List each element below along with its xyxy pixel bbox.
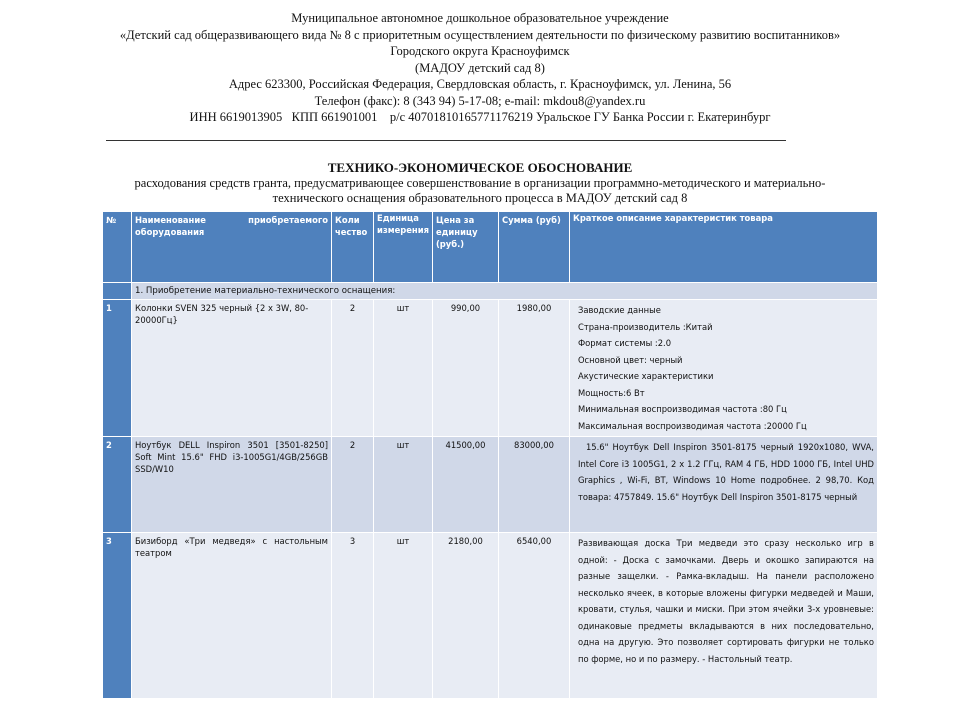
item-price: 41500,00 bbox=[432, 437, 498, 533]
row-num: 1 bbox=[103, 300, 132, 437]
row-num: 3 bbox=[103, 533, 132, 699]
item-description bbox=[569, 437, 877, 533]
desc-line: Страна-производитель :Китай bbox=[577, 321, 713, 332]
desc-line: Акустические характеристики bbox=[577, 371, 714, 381]
row-num: 2 bbox=[103, 437, 132, 533]
equipment-table bbox=[102, 211, 878, 699]
section-num-cell bbox=[103, 283, 132, 300]
organization-header bbox=[0, 10, 960, 126]
subtitle-line-2: технического оснащения образовательного процесса в МАДОУ детский сад 8 bbox=[272, 191, 688, 205]
item-description bbox=[569, 533, 877, 699]
item-name: Колонки SVEN 325 черный {2 x 3W, 80-20000Гц} bbox=[132, 300, 332, 437]
org-contacts: Телефон (факс): 8 (343 94) 5-17-08; e-mail: mkdou8@yandex.ru bbox=[314, 93, 646, 108]
org-line-4: (МАДОУ детский сад 8) bbox=[415, 60, 545, 75]
desc-line: Основной цвет: черный bbox=[577, 354, 683, 365]
section-title: 1. Приобретение материально-технического оснащения: bbox=[132, 283, 878, 300]
col-header-unit: Единица измерения bbox=[374, 212, 433, 283]
item-sum: 1980,00 bbox=[498, 300, 569, 437]
desc-line: Максимальная воспроизводимая частота :20000 Гц bbox=[577, 420, 807, 431]
desc-line: Формат системы :2.0 bbox=[577, 338, 672, 348]
col-header-qty: Коли чество bbox=[332, 212, 374, 283]
desc-text: 15.6" Ноутбук Dell Inspiron 3501-8175 черный 1920x1080, WVA, Intel Core i3 1005G1, 2 x 1.2 ГГц, RAM 4 ГБ, HDD 1000 ГБ, Intel UHD Graphics , Wi-Fi, BT, Windows 10 Home подробнее. 2 98,70. Код товара: 4757849. 15.6" Ноутбук Dell Inspiron 3501-8175 черный bbox=[577, 442, 874, 502]
item-unit: шт bbox=[374, 437, 433, 533]
table-row bbox=[103, 533, 878, 699]
item-qty: 3 bbox=[332, 533, 374, 699]
table-row bbox=[103, 437, 878, 533]
org-line-3: Городского округа Красноуфимск bbox=[390, 44, 570, 58]
subtitle-line-1: расходования средств гранта, предусматривающее совершенствование в организации программно-методического и материально- bbox=[134, 176, 826, 190]
item-qty: 2 bbox=[332, 300, 374, 437]
item-price: 2180,00 bbox=[432, 533, 498, 699]
item-qty: 2 bbox=[332, 437, 374, 533]
table-row bbox=[103, 300, 878, 437]
desc-text: Развивающая доска Три медведи это сразу несколько игр в одной: - Доска с замочками. Дверь и окошко запираются на разные защелки. - Рамка-вкладыш. На панели расположено несколько ячеек, в которые вложены фигурки медведей и Маши, кровати, стулья, чашки и миски. При этом ячейки 3-х уровневые: одинаковые предметы вкладываются в них последовательно, одна на другую. Это позволяет сортировать фигурки не только по форме, но и по размеру. - Настольный театр. bbox=[577, 538, 874, 664]
col-header-name: Наименование приобретаемого оборудования bbox=[132, 212, 332, 283]
col-header-price: Цена за единицу (руб.) bbox=[432, 212, 498, 283]
desc-line: Заводские данные bbox=[577, 305, 661, 315]
table-header-row bbox=[103, 212, 878, 283]
header-divider bbox=[106, 140, 786, 141]
org-bank-details: ИНН 6619013905 КПП 661901001 р/с 40701810165771176219 Уральское ГУ Банка России г. Екатеринбург bbox=[189, 110, 771, 124]
section-row bbox=[103, 283, 878, 300]
item-sum: 6540,00 bbox=[498, 533, 569, 699]
item-price: 990,00 bbox=[432, 300, 498, 437]
org-line-1: Муниципальное автономное дошкольное образовательное учреждение bbox=[291, 11, 669, 25]
org-address: Адрес 623300, Российская Федерация, Свердловская область, г. Красноуфимск, ул. Ленина, 56 bbox=[228, 77, 732, 91]
desc-line: Минимальная воспроизводимая частота :80 Гц bbox=[577, 404, 787, 414]
org-line-2: «Детский сад общеразвивающего вида № 8 с приоритетным осуществлением деятельности по физическому развитию воспитанников» bbox=[119, 27, 841, 42]
item-sum: 83000,00 bbox=[498, 437, 569, 533]
item-unit: шт bbox=[374, 533, 433, 699]
col-header-num: № bbox=[103, 212, 132, 283]
desc-line: Мощность:6 Вт bbox=[577, 387, 645, 398]
col-header-desc: Краткое описание характеристик товара bbox=[569, 212, 877, 283]
item-name: Бизиборд «Три медведя» с настольным театром bbox=[132, 533, 332, 699]
col-header-sum: Сумма (руб) bbox=[498, 212, 569, 283]
document-subtitle bbox=[0, 176, 960, 206]
document-title: ТЕХНИКО-ЭКОНОМИЧЕСКОЕ ОБОСНОВАНИЕ bbox=[327, 160, 633, 175]
item-unit: шт bbox=[374, 300, 433, 437]
item-name: Ноутбук DELL Inspiron 3501 [3501-8250] Soft Mint 15.6" FHD i3-1005G1/4GB/256GB SSD/W10 bbox=[132, 437, 332, 533]
item-description bbox=[569, 300, 877, 437]
